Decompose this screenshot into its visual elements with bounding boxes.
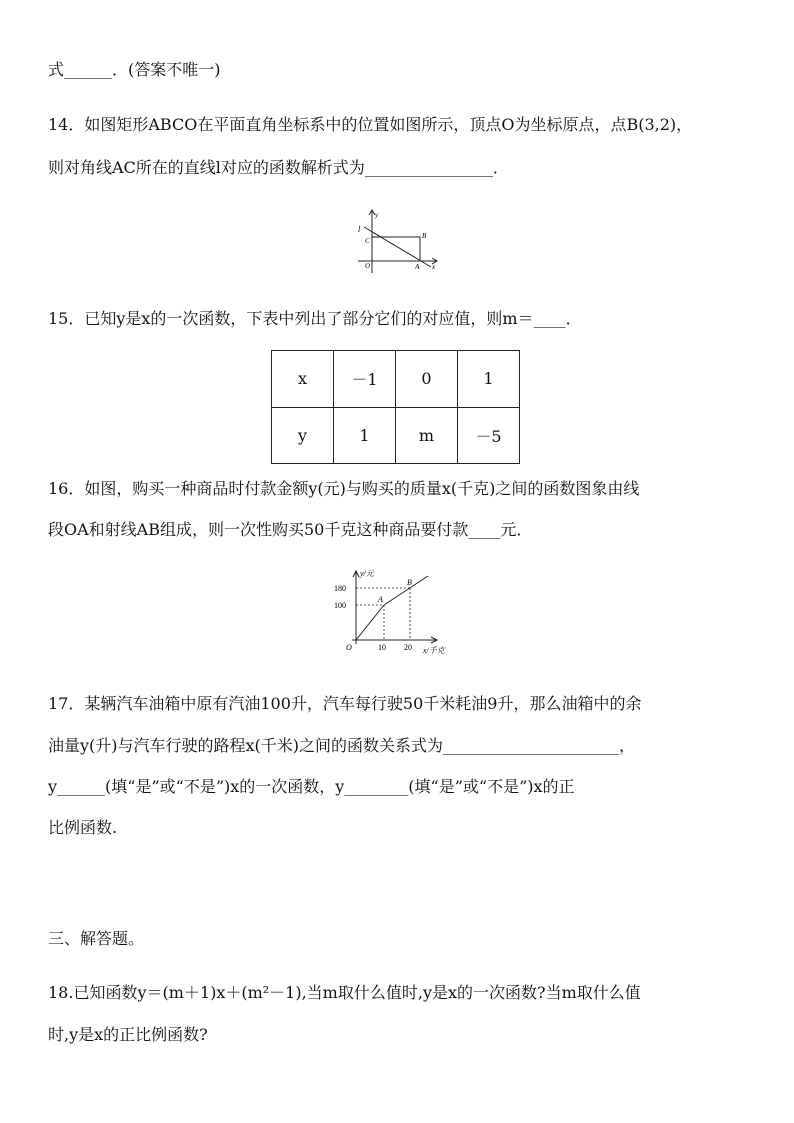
q16-ray-AB xyxy=(384,576,428,605)
table-cell: x xyxy=(272,351,334,408)
table-cell: －1 xyxy=(334,351,396,408)
q17-line-2: 油量y(升)与汽车行驶的路程x(千米)之间的函数关系式为______________________， xyxy=(48,736,636,755)
q16-segment-OA xyxy=(356,605,384,640)
table-cell: m xyxy=(396,407,458,464)
q14-rectangle xyxy=(372,237,420,261)
q14-line-1: 14．如图矩形ABCO在平面直角坐标系中的位置如图所示，顶点O为坐标原点，点B(3,2)， xyxy=(48,115,693,134)
q15-table xyxy=(271,350,520,464)
q18-line-1: 18.已知函数y＝(m＋1)x＋(m²－1),当m取什么值时,y是x的一次函数?当m取什么值 xyxy=(48,983,641,1002)
table-cell: 0 xyxy=(396,351,458,408)
q16-tick-10: 10 xyxy=(378,643,386,652)
q17-line-4: 比例函数. xyxy=(48,818,118,837)
q16-line-1: 16．如图，购买一种商品时付款金额y(元)与购买的质量x(千克)之间的函数图象由线 xyxy=(48,479,640,498)
q16-y-label: y/元 xyxy=(360,569,374,578)
section-heading: 三、解答题。 xyxy=(48,929,145,948)
q18-line-2: 时,y是x的正比例函数? xyxy=(48,1025,208,1044)
q16-label-O: O xyxy=(346,643,352,652)
q16-x-label: x/千克 xyxy=(423,646,445,655)
table-row xyxy=(272,351,520,408)
table-row xyxy=(272,407,520,464)
q16-label-B: B xyxy=(407,578,412,587)
q17-line-3: y______(填“是”或“不是”)x的一次函数，y________(填“是”或“不是”)x的正 xyxy=(48,777,575,796)
q16-figure xyxy=(332,566,462,662)
q16-tick-100: 100 xyxy=(334,601,346,610)
q14-label-x: x xyxy=(432,263,436,271)
q13-tail: 式______．(答案不唯一) xyxy=(48,60,221,79)
q15-text: 15．已知y是x的一次函数，下表中列出了部分它们的对应值，则m＝____． xyxy=(48,309,582,328)
table-cell: y xyxy=(272,407,334,464)
q14-label-y: y xyxy=(375,211,379,219)
q14-label-O: O xyxy=(365,262,371,270)
q16-tick-20: 20 xyxy=(404,643,412,652)
q16-tick-180: 180 xyxy=(334,584,346,593)
q14-label-B: B xyxy=(422,232,427,240)
table-cell: －5 xyxy=(458,407,520,464)
q14-label-C: C xyxy=(365,237,370,245)
q16-label-A: A xyxy=(378,595,383,604)
q17-line-1: 17．某辆汽车油箱中原有汽油100升，汽车每行驶50千米耗油9升，那么油箱中的余 xyxy=(48,694,642,713)
q14-label-A: A xyxy=(415,263,420,271)
q14-label-l: l xyxy=(358,225,361,234)
q14-line-2: 则对角线AC所在的直线l对应的函数解析式为________________． xyxy=(48,158,509,177)
q16-line-2: 段OA和射线AB组成，则一次性购买50千克这种商品要付款____元． xyxy=(48,520,533,539)
table-cell: 1 xyxy=(458,351,520,408)
q14-figure xyxy=(352,205,442,281)
table-cell: 1 xyxy=(334,407,396,464)
